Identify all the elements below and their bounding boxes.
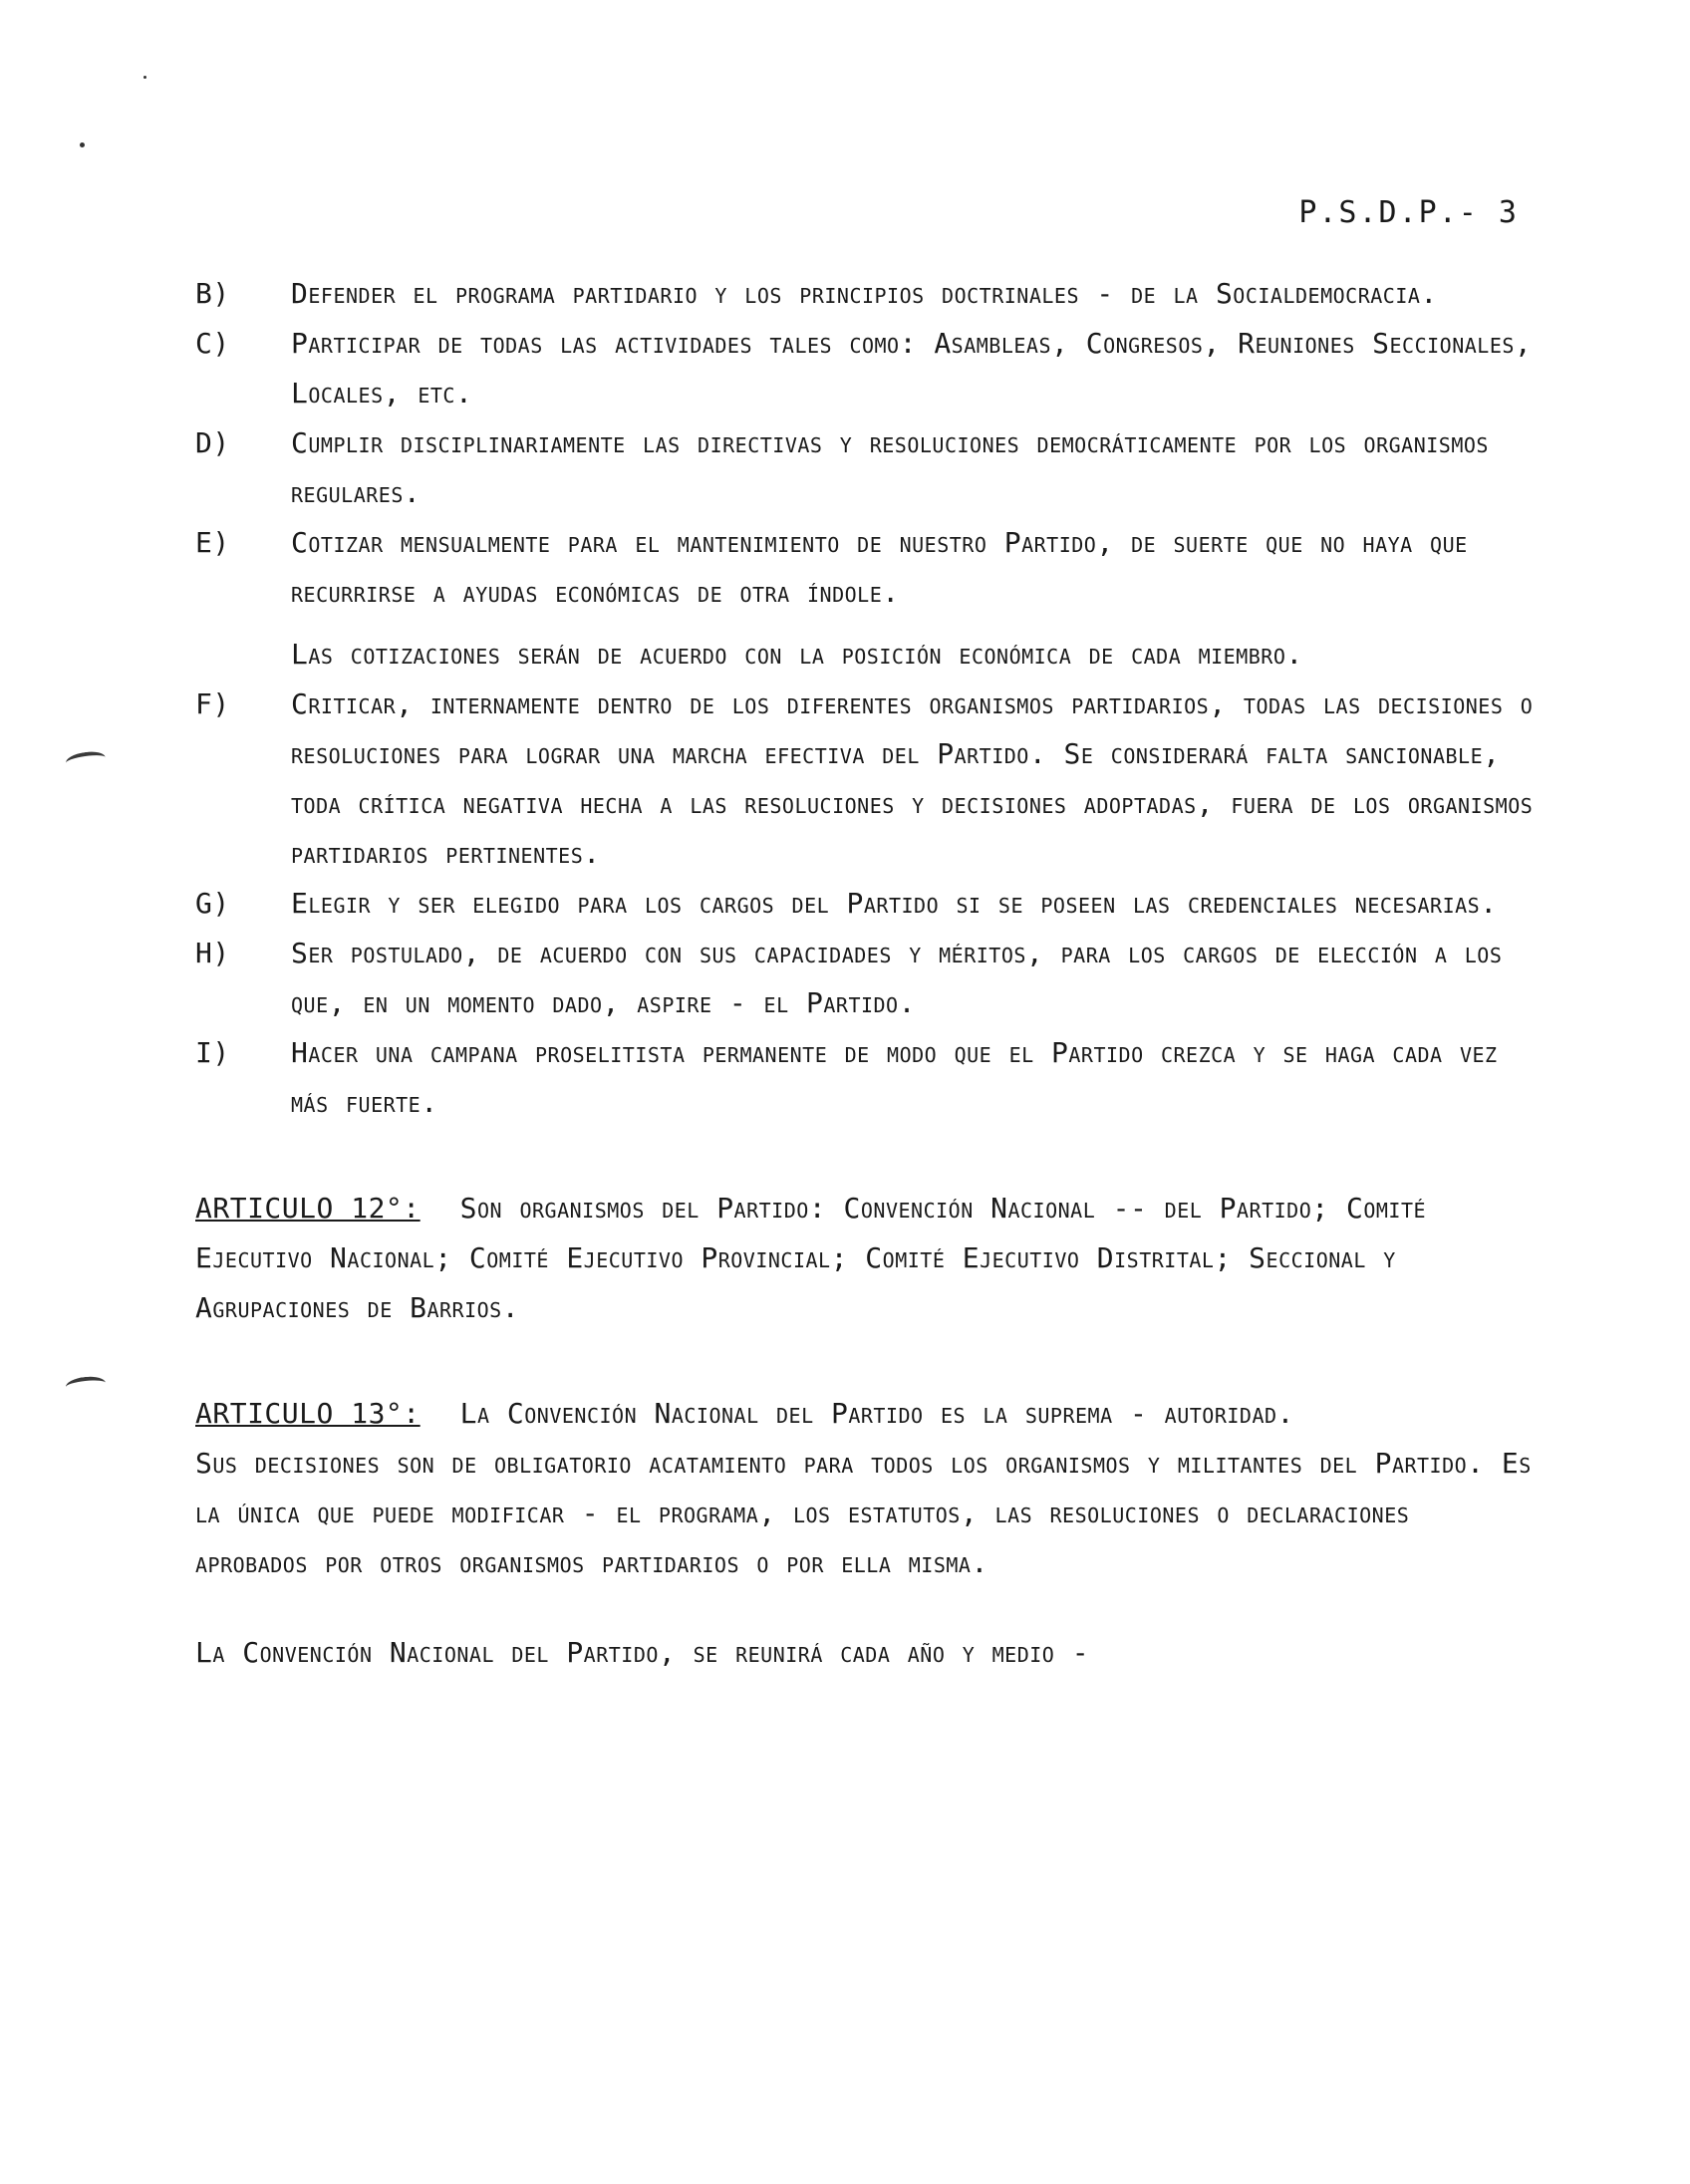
- list-item-f: [195, 680, 1535, 879]
- item-label: B): [195, 277, 230, 310]
- item-text: Defender el programa partidario y los principios doctrinales - de la Socialdemocracia.: [291, 277, 1438, 310]
- item-text: Criticar, internamente dentro de los diferentes organismos partidarios, todas las decisiones o resoluciones para lograr una marcha efectiva del Partido. Se considerará falta sancionable, toda crítica negativa hecha a las resoluciones y decisiones adoptadas, fuera de los organismos partidarios pertinentes.: [291, 687, 1534, 870]
- scan-speck: [80, 142, 85, 147]
- item-label: G): [195, 887, 230, 920]
- article-text: Son organismos del Partido: Convención Nacional -- del Partido; Comité Ejecutivo Nacional; Comité Ejecutivo Provincial; Comité Ejecutivo Distrital; Seccional y Agrupaciones de Barrios.: [195, 1192, 1427, 1324]
- closing-paragraph: [195, 1628, 1535, 1678]
- list-item-d: [195, 418, 1535, 518]
- item-text: Cumplir disciplinariamente las directivas y resoluciones democráticamente por los organismos regulares.: [291, 426, 1489, 509]
- punch-hole-mark: [65, 1375, 106, 1395]
- article-heading: ARTICULO 12°:: [195, 1192, 421, 1225]
- item-text: Ser postulado, de acuerdo con sus capacidades y méritos, para los cargos de elección a los que, en un momento dado, aspire - el Partido.: [291, 937, 1503, 1019]
- article-text: Sus decisiones son de obligatorio acatamiento para todos los organismos y militantes del Partido. Es la única que puede modificar - el programa, los estatutos, las resoluciones o declaraciones aprobados por otros organismos partidarios o por ella misma.: [195, 1447, 1532, 1579]
- item-label: E): [195, 526, 230, 559]
- article-13: [195, 1389, 1535, 1588]
- list-item-h: [195, 929, 1535, 1028]
- article-12: [195, 1184, 1535, 1333]
- article-text: La Convención Nacional del Partido es la suprema - autoridad.: [459, 1397, 1294, 1430]
- item-label: F): [195, 687, 230, 720]
- list-item-b: [195, 269, 1535, 319]
- item-text: Cotizar mensualmente para el mantenimiento de nuestro Partido, de suerte que no haya que recurrirse a ayudas económicas de otra índole.: [291, 526, 1468, 609]
- closing-text: La Convención Nacional del Partido, se reunirá cada año y medio -: [195, 1636, 1090, 1669]
- item-text: Hacer una campana proselitista permanente de modo que el Partido crezca y se haga cada vez más fuerte.: [291, 1036, 1498, 1119]
- list-item-g: [195, 879, 1535, 929]
- scan-speck: [143, 76, 146, 79]
- list-item-i: [195, 1028, 1535, 1128]
- item-label: I): [195, 1036, 230, 1069]
- punch-hole-mark: [65, 749, 107, 770]
- item-label: C): [195, 327, 230, 360]
- page-reference: P.S.D.P.- 3: [1298, 195, 1519, 230]
- list-item-e: [195, 518, 1535, 680]
- item-text: Elegir y ser elegido para los cargos del Partido si se poseen las credenciales necesarias.: [291, 887, 1498, 920]
- article-heading: ARTICULO 13°:: [195, 1397, 421, 1430]
- document-body: [195, 269, 1535, 1678]
- item-label: D): [195, 426, 230, 459]
- list-item-c: [195, 319, 1535, 418]
- item-label: H): [195, 937, 230, 969]
- item-text: Participar de todas las actividades tales como: Asambleas, Congresos, Reuniones Seccionales, Locales, etc.: [291, 327, 1533, 410]
- item-text: Las cotizaciones serán de acuerdo con la posición económica de cada miembro.: [291, 638, 1303, 671]
